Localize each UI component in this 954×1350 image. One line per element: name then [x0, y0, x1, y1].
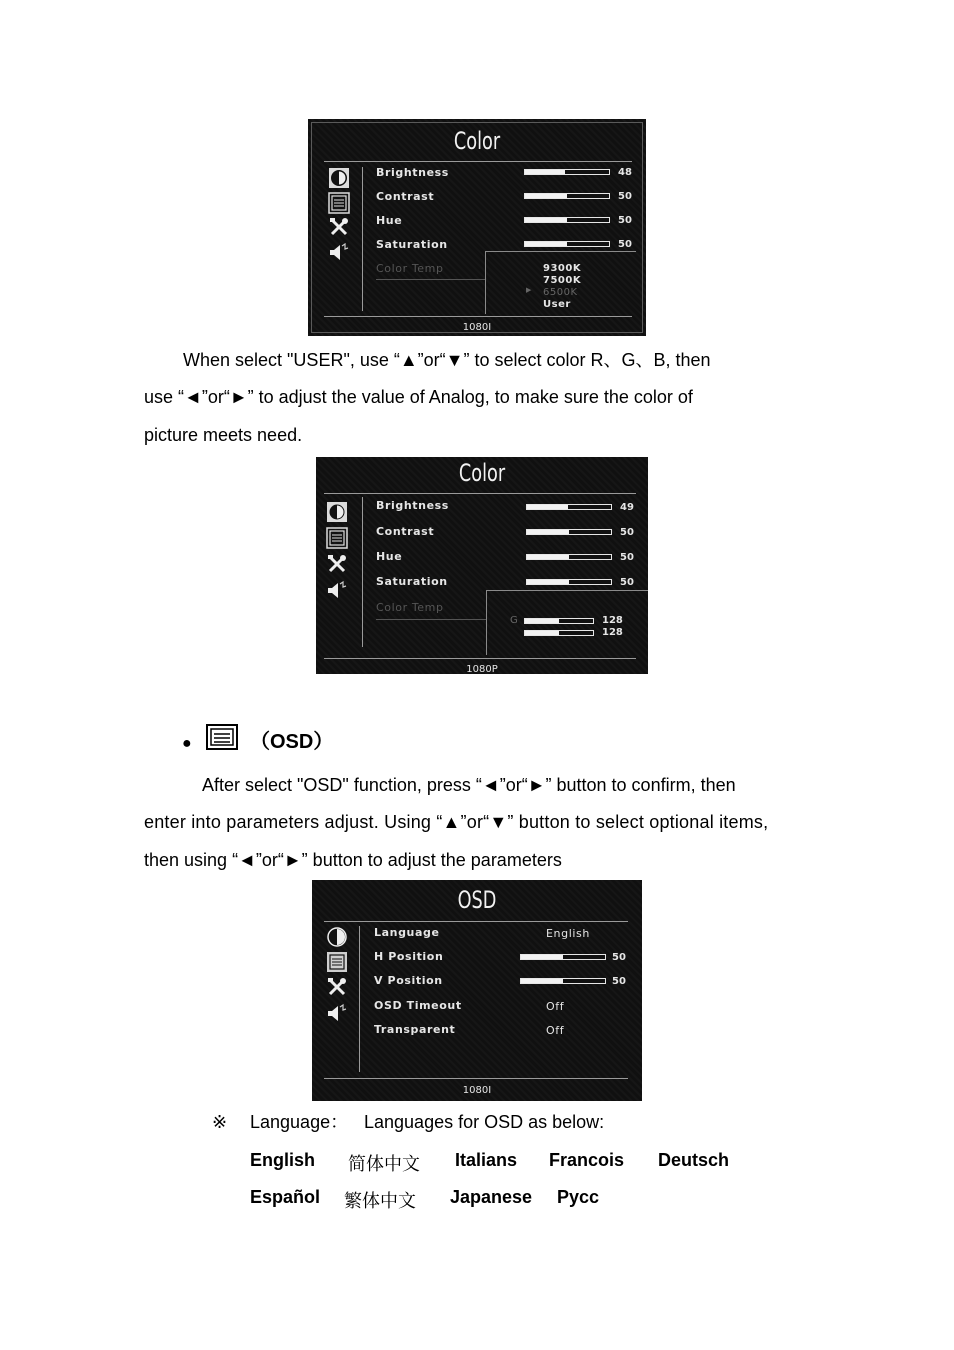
v-position-value: 50 [612, 976, 626, 987]
language-item: Español [250, 1187, 321, 1207]
temp-option-user: User [543, 299, 571, 310]
language-item: Pycc [557, 1187, 600, 1207]
v-position-bar [520, 978, 606, 984]
bar-fill [525, 218, 567, 222]
signal-mode: 1080I [462, 322, 492, 333]
brightness-label: Brightness [376, 499, 449, 512]
rgb-value-1: 128 [602, 615, 623, 626]
color-temp-label: Color Temp [376, 601, 444, 614]
brightness-value: 48 [618, 167, 632, 178]
language-item: 繁体中文 [344, 1191, 416, 1211]
brightness-icon [326, 501, 348, 523]
language-item: Francois [549, 1150, 625, 1170]
para1-line3: picture meets need. [144, 425, 303, 445]
bar-fill [525, 242, 567, 246]
osd-menu-icon [206, 724, 238, 750]
para1-line1: When select "USER", use “▲”or“▼” to select color R、G、B, then [183, 350, 711, 370]
rgb-bar-2 [524, 630, 594, 636]
saturation-value: 50 [618, 239, 632, 250]
brightness-value: 49 [620, 502, 634, 513]
note-mark: ※ [212, 1112, 228, 1132]
bar-fill [527, 555, 569, 559]
contrast-bar [526, 529, 612, 535]
hue-value: 50 [620, 552, 634, 563]
h-position-value: 50 [612, 952, 626, 963]
hue-bar [526, 554, 612, 560]
osd-timeout-value: Off [546, 1000, 565, 1013]
hue-value: 50 [618, 215, 632, 226]
contrast-bar [524, 193, 610, 199]
hue-label: Hue [376, 214, 403, 227]
saturation-label: Saturation [376, 575, 448, 588]
saturation-bar [524, 241, 610, 247]
language-label: Language [374, 926, 440, 939]
osd-menu-icon [326, 951, 348, 973]
contrast-value: 50 [620, 527, 634, 538]
transparent-label: Transparent [374, 1023, 456, 1036]
osd-title: Color [458, 459, 506, 487]
section-heading: （OSD） [250, 731, 334, 753]
tools-icon [328, 216, 350, 238]
language-item: Deutsch [658, 1150, 730, 1170]
contrast-value: 50 [618, 191, 632, 202]
osd-menu-icon [328, 192, 350, 214]
note-label: Language： [250, 1112, 349, 1132]
contrast-label: Contrast [376, 190, 435, 203]
hue-bar [524, 217, 610, 223]
temp-option-9300k: 9300K [543, 263, 582, 274]
language-item: Japanese [450, 1187, 533, 1207]
bar-fill [525, 170, 565, 174]
bar-fill [521, 979, 563, 983]
speaker-icon [326, 579, 348, 601]
speaker-icon [328, 241, 350, 263]
h-position-bar [520, 954, 606, 960]
signal-mode: 1080P [466, 664, 498, 674]
bullet: ● [182, 735, 192, 752]
rgb-value-2: 128 [602, 627, 623, 638]
para2-line1: After select "OSD" function, press “◄”or“►” button to confirm, then [202, 775, 736, 795]
brightness-bar [524, 169, 610, 175]
language-item: Italians [455, 1150, 518, 1170]
color-menu-screenshot-2 [316, 457, 648, 674]
para2-line2: enter into parameters adjust. Using “▲”or“▼” button to select optional items, [144, 812, 769, 832]
speaker-icon [326, 1002, 348, 1024]
saturation-label: Saturation [376, 238, 448, 251]
osd-timeout-label: OSD Timeout [374, 999, 462, 1012]
h-position-label: H Position [374, 950, 444, 963]
transparent-value: Off [546, 1024, 565, 1037]
rgb-channel-label: G [510, 615, 519, 626]
signal-mode: 1080I [462, 1085, 492, 1096]
bar-fill [525, 194, 567, 198]
brightness-bar [526, 504, 612, 510]
osd-menu-icon [326, 527, 348, 549]
selection-arrow-icon: ▶ [526, 286, 532, 294]
temp-option-7500k: 7500K [543, 275, 582, 286]
hue-label: Hue [376, 550, 403, 563]
brightness-icon [328, 167, 350, 189]
contrast-label: Contrast [376, 525, 435, 538]
color-menu-screenshot-1 [308, 119, 646, 336]
temp-option-6500k: 6500K [543, 287, 578, 298]
color-temp-label: Color Temp [376, 262, 444, 275]
rgb-bar-1 [524, 618, 594, 624]
tools-icon [326, 553, 348, 575]
osd-menu-screenshot [312, 880, 642, 1101]
saturation-bar [526, 579, 612, 585]
bar-fill [525, 619, 559, 623]
bar-fill [527, 505, 568, 509]
note-text: Languages for OSD as below: [364, 1112, 605, 1132]
v-position-label: V Position [374, 974, 443, 987]
tools-icon [326, 976, 348, 998]
para2-line3: then using “◄”or“►” button to adjust the parameters [144, 850, 562, 870]
bar-fill [527, 530, 569, 534]
saturation-value: 50 [620, 577, 634, 588]
bar-fill [525, 631, 559, 635]
brightness-label: Brightness [376, 166, 449, 179]
language-value: English [546, 927, 590, 940]
bar-fill [521, 955, 563, 959]
bar-fill [527, 580, 569, 584]
brightness-icon [326, 926, 348, 948]
language-item: 简体中文 [348, 1154, 420, 1174]
para1-line2: use “◄”or“►” to adjust the value of Analog, to make sure the color of [144, 387, 693, 407]
language-item: English [250, 1150, 316, 1170]
osd-title: OSD [457, 886, 497, 914]
osd-title: Color [453, 127, 501, 155]
